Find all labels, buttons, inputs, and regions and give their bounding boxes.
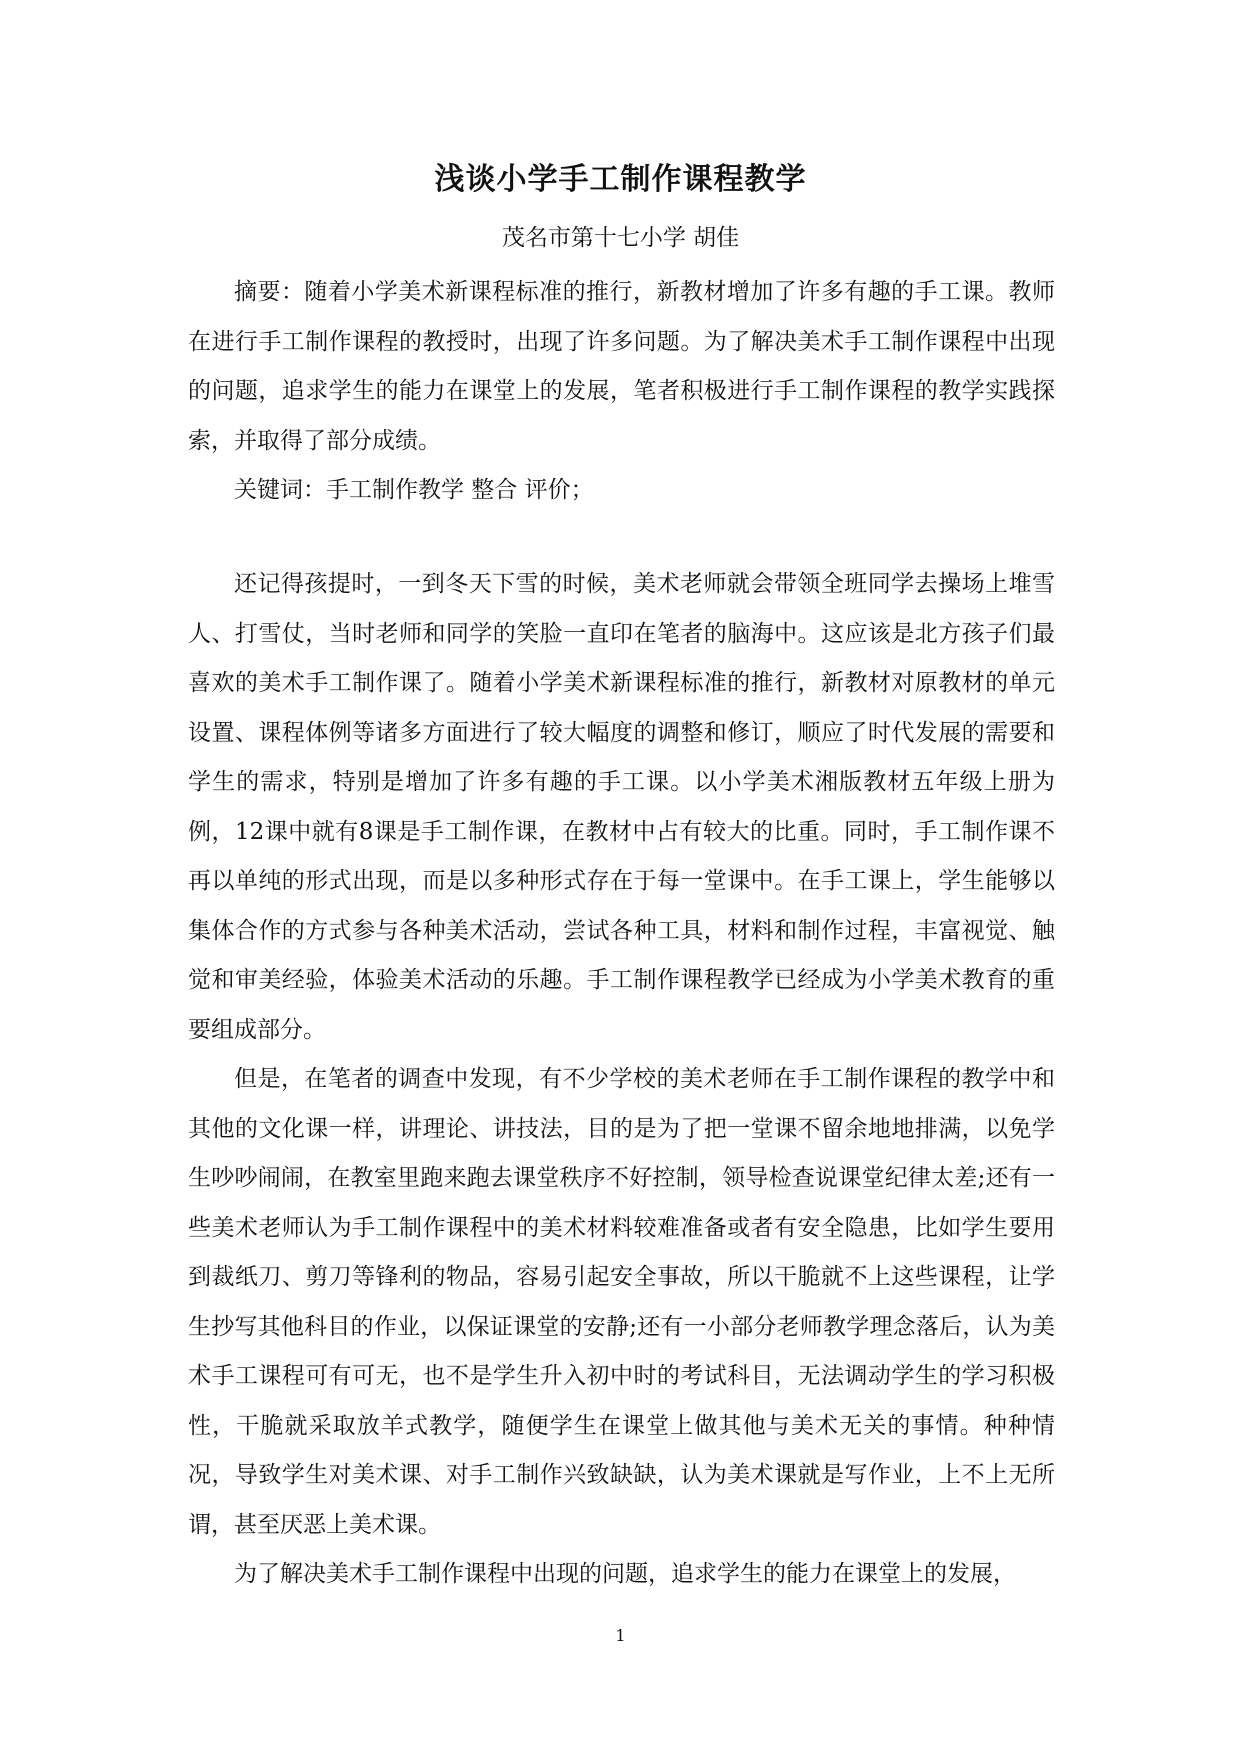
author-byline: 茂名市第十七小学 胡佳 [501,225,740,251]
page-number: 1 [615,1626,626,1645]
abstract-paragraph: 摘要：随着小学美术新课程标准的推行，新教材增加了许多有趣的手工课。教师在进行手工制作课程的教授时，出现了许多问题。为了解决美术手工制作课程中出现的问题，追求学生的能力在课堂上的发展，笔者积极进行手工制作课程的教学实践探索，并取得了部分成绩。 [188,279,1055,454]
body-section [188,560,1055,1600]
abstract-section [188,268,1055,516]
body-paragraph-1: 还记得孩提时，一到冬天下雪的时候，美术老师就会带领全班同学去操场上堆雪人、打雪仗，当时老师和同学的笑脸一直印在笔者的脑海中。这应该是北方孩子们最喜欢的美术手工制作课了。随着小学美术新课程标准的推行，新教材对原教材的单元设置、课程体例等诸多方面进行了较大幅度的调整和修订，顺应了时代发展的需要和学生的需求，特别是增加了许多有趣的手工课。以小学美术湘版教材五年级上册为例，12课中就有8课是手工制作课，在教材中占有较大的比重。同时，手工制作课不再以单纯的形式出现，而是以多种形式存在于每一堂课中。在手工课上，学生能够以集体合作的方式参与各种美术活动，尝试各种工具，材料和制作过程，丰富视觉、触觉和审美经验，体验美术活动的乐趣。手工制作课程教学已经成为小学美术教育的重要组成部分。 [188,571,1055,1043]
document-title: 浅谈小学手工制作课程教学 [434,162,807,197]
body-paragraph-3: 为了解决美术手工制作课程中出现的问题，追求学生的能力在课堂上的发展， [234,1561,1016,1587]
keywords-line: 关键词：手工制作教学 整合 评价； [234,477,594,503]
body-paragraph-2: 但是，在笔者的调查中发现，有不少学校的美术老师在手工制作课程的教学中和其他的文化课一样，讲理论、讲技法，目的是为了把一堂课不留余地地排满，以免学生吵吵闹闹，在教室里跑来跑去课堂秩序不好控制，领导检查说课堂纪律太差;还有一些美术老师认为手工制作课程中的美术材料较难准备或者有安全隐患，比如学生要用到裁纸刀、剪刀等锋利的物品，容易引起安全事故，所以干脆就不上这些课程，让学生抄写其他科目的作业，以保证课堂的安静;还有一小部分老师教学理念落后，认为美术手工课程可有可无，也不是学生升入初中时的考试科目，无法调动学生的学习积极性，干脆就采取放羊式教学，随便学生在课堂上做其他与美术无关的事情。种种情况，导致学生对美术课、对手工制作兴致缺缺，认为美术课就是写作业，上不上无所谓，甚至厌恶上美术课。 [188,1066,1055,1538]
